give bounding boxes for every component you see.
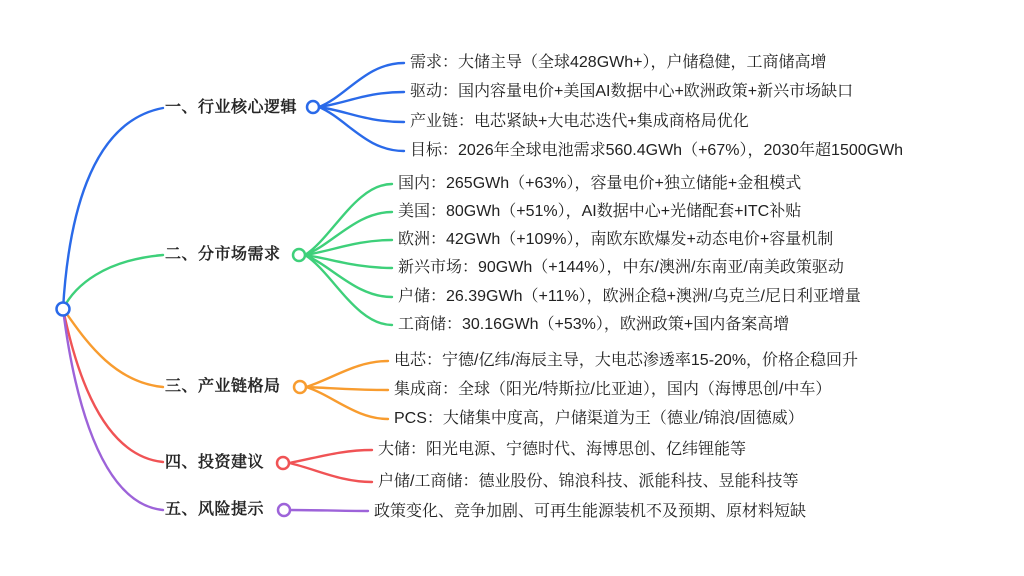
branch-title-5[interactable]: 五、风险提示 [165, 501, 265, 518]
root-node[interactable] [57, 303, 70, 316]
connector-root-branch-2 [63, 255, 163, 309]
leaf-node[interactable]: 新兴市场：90GWh（+144%），中东/澳洲/东南亚/南美政策驱动 [398, 259, 844, 276]
connector-b2-leaf-5 [305, 255, 392, 297]
leaf-node[interactable]: 产业链：电芯紧缺+大电芯迭代+集成商格局优化 [410, 113, 749, 130]
branch-toggle-1[interactable] [307, 101, 319, 113]
connector-root-branch-5 [63, 309, 163, 510]
connector-b5-leaf-1 [290, 510, 368, 511]
leaf-node[interactable]: PCS：大储集中度高，户储渠道为王（德业/锦浪/固德威） [394, 410, 804, 427]
connector-b3-leaf-1 [306, 361, 388, 387]
leaf-node[interactable]: 集成商：全球（阳光/特斯拉/比亚迪），国内（海博思创/中车） [394, 381, 832, 398]
branch-title-3[interactable]: 三、产业链格局 [165, 378, 281, 395]
leaf-node[interactable]: 欧洲：42GWh（+109%），南欧东欧爆发+动态电价+容量机制 [398, 231, 834, 248]
leaf-node[interactable]: 政策变化、竞争加剧、可再生能源装机不及预期、原材料短缺 [374, 503, 807, 520]
connector-root-branch-1 [63, 108, 163, 309]
connector-b3-leaf-3 [306, 387, 388, 419]
leaf-node[interactable]: 工商储：30.16GWh（+53%），欧洲政策+国内备案高增 [398, 316, 790, 333]
connector-b2-leaf-6 [305, 255, 392, 325]
connector-b4-leaf-2 [289, 463, 372, 482]
leaf-node[interactable]: 美国：80GWh（+51%），AI数据中心+光储配套+ITC补贴 [398, 203, 802, 220]
branch-toggle-2[interactable] [293, 249, 305, 261]
connector-b1-leaf-4 [319, 107, 404, 151]
leaf-node[interactable]: 国内：265GWh（+63%），容量电价+独立储能+金租模式 [398, 175, 802, 192]
branch-title-2[interactable]: 二、分市场需求 [165, 246, 281, 263]
branch-title-1[interactable]: 一、行业核心逻辑 [165, 99, 298, 116]
connector-b4-leaf-1 [289, 450, 372, 463]
leaf-node[interactable]: 需求：大储主导（全球428GWh+），户储稳健，工商储高增 [410, 54, 827, 71]
branch-title-4[interactable]: 四、投资建议 [165, 454, 265, 471]
connector-b3-leaf-2 [306, 387, 388, 390]
branch-toggle-5[interactable] [278, 504, 290, 516]
leaf-node[interactable]: 电芯：宁德/亿纬/海辰主导，大电芯渗透率15-20%，价格企稳回升 [394, 352, 859, 369]
connector-b2-leaf-2 [305, 212, 392, 255]
leaf-node[interactable]: 户储：26.39GWh（+11%），欧洲企稳+澳洲/乌克兰/尼日利亚增量 [398, 288, 861, 305]
connector-root-branch-3 [63, 309, 163, 387]
branch-toggle-4[interactable] [277, 457, 289, 469]
leaf-node[interactable]: 驱动：国内容量电价+美国AI数据中心+欧洲政策+新兴市场缺口 [410, 83, 854, 100]
connector-b1-leaf-1 [319, 63, 404, 107]
leaf-node[interactable]: 户储/工商储：德业股份、锦浪科技、派能科技、昱能科技等 [378, 473, 799, 490]
leaf-node[interactable]: 大储：阳光电源、宁德时代、海博思创、亿纬锂能等 [378, 441, 747, 458]
leaf-node[interactable]: 目标：2026年全球电池需求560.4GWh（+67%），2030年超1500GWh [410, 142, 904, 159]
branch-toggle-3[interactable] [294, 381, 306, 393]
